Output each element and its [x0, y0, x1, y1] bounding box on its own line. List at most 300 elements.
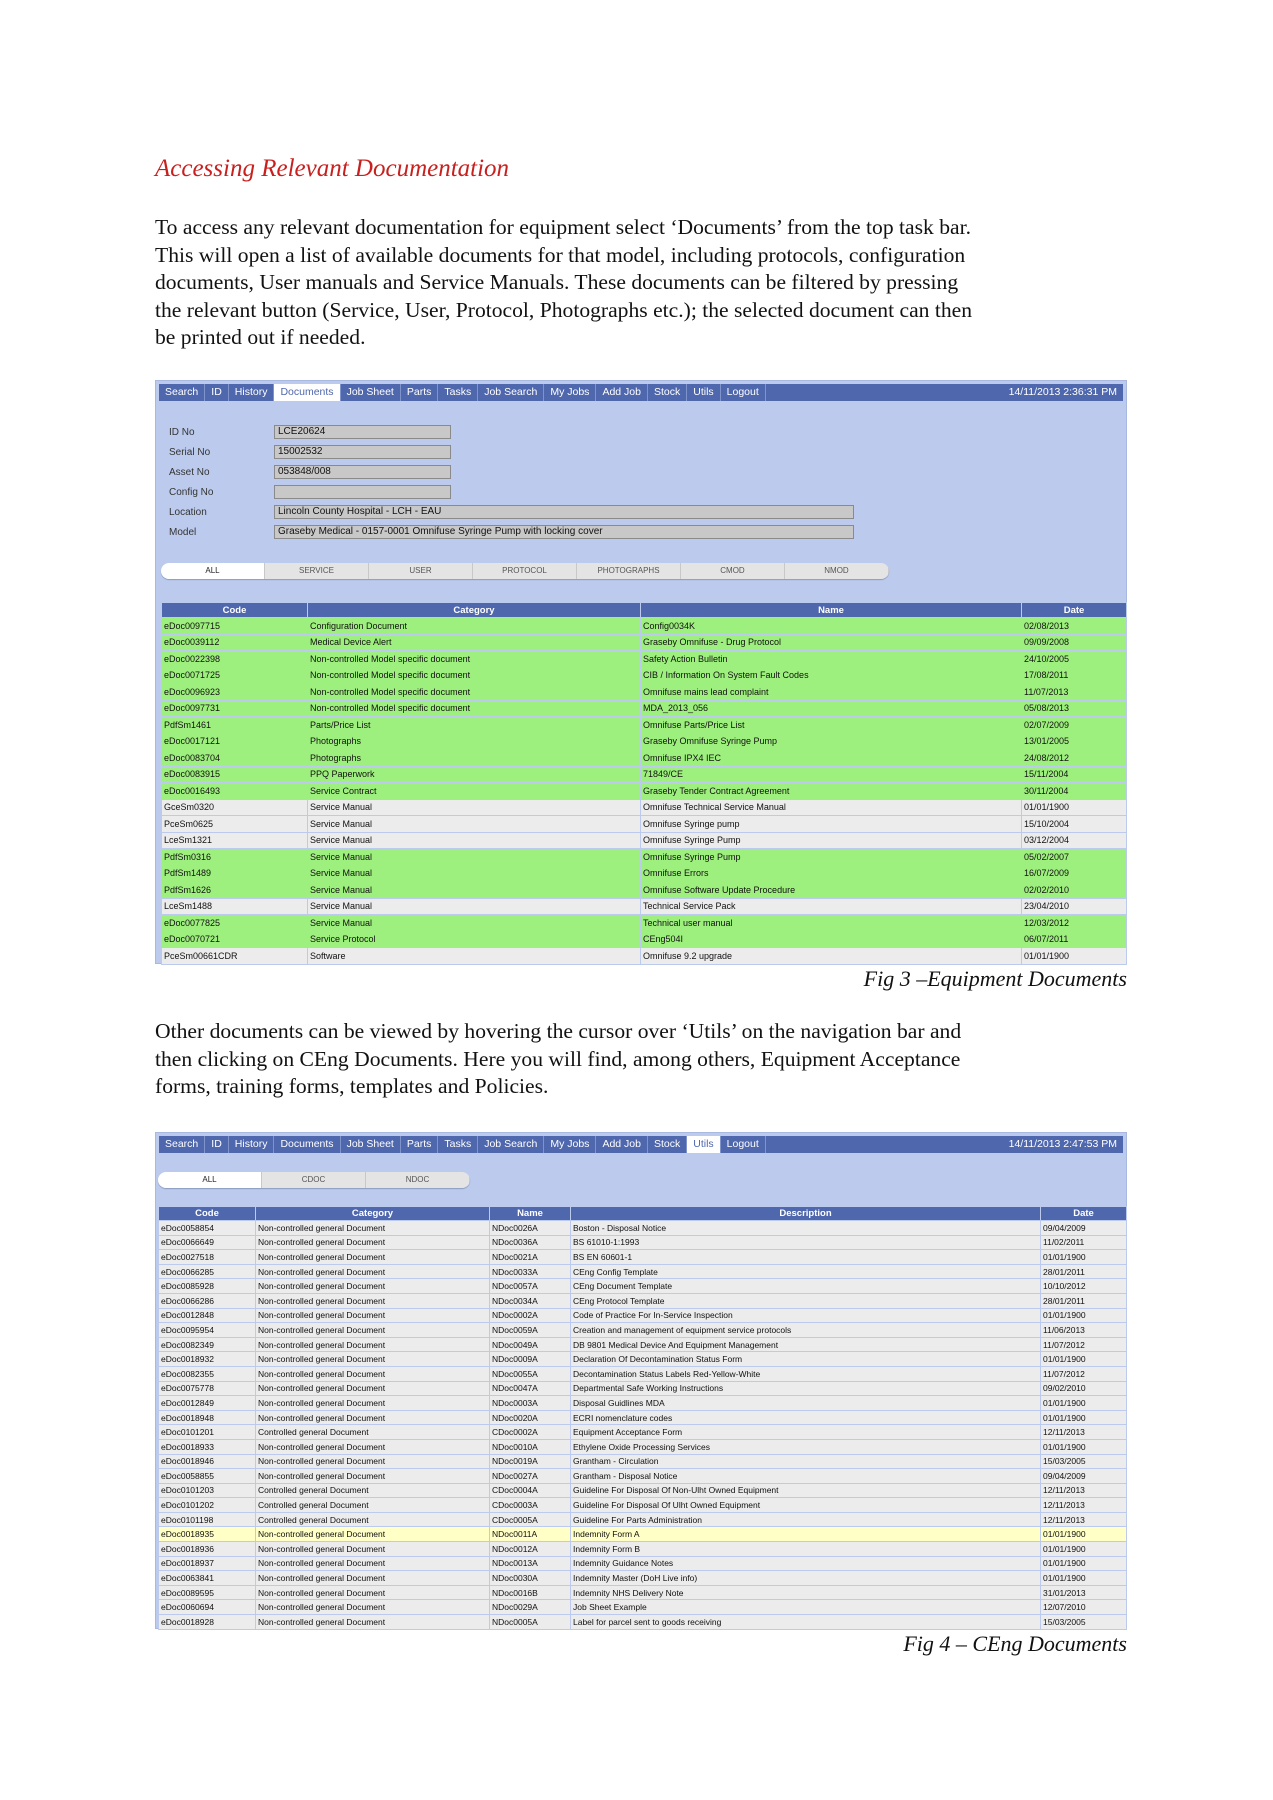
- table-row[interactable]: [159, 1352, 1127, 1367]
- cell-code[interactable]: PdfSm1489: [162, 865, 308, 882]
- cell-category[interactable]: Non-controlled general Document: [256, 1337, 490, 1352]
- cell-code[interactable]: eDoc0083915: [162, 766, 308, 783]
- cell-code[interactable]: eDoc0016493: [162, 783, 308, 800]
- nav-item-add-job[interactable]: Add Job: [596, 384, 648, 401]
- cell-name[interactable]: NDoc0055A: [490, 1366, 571, 1381]
- filter-tab-all[interactable]: ALL: [161, 563, 265, 579]
- cell-description[interactable]: BS 61010-1:1993: [571, 1235, 1041, 1250]
- nav-item-stock[interactable]: Stock: [648, 1136, 687, 1153]
- cell-name[interactable]: NDoc0019A: [490, 1454, 571, 1469]
- cell-code[interactable]: eDoc0077825: [162, 915, 308, 932]
- cell-description[interactable]: Guideline For Disposal Of Non-Ulht Owned Equipment: [571, 1483, 1041, 1498]
- cell-category[interactable]: Non-controlled general Document: [256, 1527, 490, 1542]
- cell-category[interactable]: Non-controlled general Document: [256, 1381, 490, 1396]
- column-header-category[interactable]: Category: [256, 1207, 490, 1221]
- cell-name[interactable]: Omnifuse Syringe Pump: [641, 849, 1022, 866]
- cell-description[interactable]: Guideline For Parts Administration: [571, 1512, 1041, 1527]
- config-no-field[interactable]: [274, 485, 451, 499]
- cell-category[interactable]: Non-controlled general Document: [256, 1439, 490, 1454]
- nav-item-parts[interactable]: Parts: [401, 1136, 439, 1153]
- cell-category[interactable]: Service Manual: [308, 865, 641, 882]
- cell-date[interactable]: 12/03/2012: [1022, 915, 1127, 932]
- cell-code[interactable]: eDoc0082355: [159, 1366, 256, 1381]
- nav-item-job-sheet[interactable]: Job Sheet: [341, 1136, 401, 1153]
- cell-code[interactable]: eDoc0018933: [159, 1439, 256, 1454]
- table-row[interactable]: [159, 1454, 1127, 1469]
- nav-item-add-job[interactable]: Add Job: [596, 1136, 648, 1153]
- cell-category[interactable]: Non-controlled general Document: [256, 1366, 490, 1381]
- cell-description[interactable]: Disposal Guidlines MDA: [571, 1396, 1041, 1411]
- cell-date[interactable]: 02/07/2009: [1022, 717, 1127, 734]
- nav-item-parts[interactable]: Parts: [401, 384, 439, 401]
- cell-name[interactable]: NDoc0059A: [490, 1323, 571, 1338]
- cell-code[interactable]: eDoc0097731: [162, 700, 308, 717]
- cell-code[interactable]: eDoc0022398: [162, 651, 308, 668]
- cell-code[interactable]: eDoc0018935: [159, 1527, 256, 1542]
- cell-description[interactable]: Job Sheet Example: [571, 1600, 1041, 1615]
- cell-code[interactable]: PceSm00661CDR: [162, 948, 308, 965]
- cell-code[interactable]: eDoc0066649: [159, 1235, 256, 1250]
- nav-item-stock[interactable]: Stock: [648, 384, 687, 401]
- table-row[interactable]: [162, 717, 1127, 734]
- cell-date[interactable]: 09/04/2009: [1041, 1221, 1127, 1236]
- cell-name[interactable]: Safety Action Bulletin: [641, 651, 1022, 668]
- cell-name[interactable]: Technical user manual: [641, 915, 1022, 932]
- cell-code[interactable]: eDoc0101198: [159, 1512, 256, 1527]
- cell-code[interactable]: eDoc0018928: [159, 1615, 256, 1630]
- nav-item-search[interactable]: Search: [159, 384, 205, 401]
- cell-date[interactable]: 28/01/2011: [1041, 1293, 1127, 1308]
- table-row[interactable]: [162, 931, 1127, 948]
- table-row[interactable]: [159, 1425, 1127, 1440]
- cell-code[interactable]: eDoc0018936: [159, 1542, 256, 1557]
- table-row[interactable]: [159, 1527, 1127, 1542]
- cell-category[interactable]: Non-controlled general Document: [256, 1615, 490, 1630]
- table-row[interactable]: [159, 1221, 1127, 1236]
- cell-date[interactable]: 11/07/2012: [1041, 1366, 1127, 1381]
- cell-date[interactable]: 01/01/1900: [1041, 1308, 1127, 1323]
- cell-code[interactable]: eDoc0018948: [159, 1410, 256, 1425]
- cell-code[interactable]: eDoc0012849: [159, 1396, 256, 1411]
- cell-category[interactable]: Service Manual: [308, 816, 641, 833]
- table-row[interactable]: [162, 766, 1127, 783]
- cell-category[interactable]: Photographs: [308, 733, 641, 750]
- cell-date[interactable]: 15/03/2005: [1041, 1454, 1127, 1469]
- cell-date[interactable]: 12/11/2013: [1041, 1498, 1127, 1513]
- cell-name[interactable]: Omnifuse Parts/Price List: [641, 717, 1022, 734]
- cell-code[interactable]: eDoc0018932: [159, 1352, 256, 1367]
- nav-item-logout[interactable]: Logout: [721, 384, 766, 401]
- cell-code[interactable]: eDoc0018937: [159, 1556, 256, 1571]
- nav-item-logout[interactable]: Logout: [721, 1136, 766, 1153]
- table-row[interactable]: [159, 1556, 1127, 1571]
- cell-name[interactable]: Config0034K: [641, 618, 1022, 635]
- table-row[interactable]: [162, 865, 1127, 882]
- cell-code[interactable]: eDoc0060694: [159, 1600, 256, 1615]
- cell-description[interactable]: Ethylene Oxide Processing Services: [571, 1439, 1041, 1454]
- cell-date[interactable]: 31/01/2013: [1041, 1585, 1127, 1600]
- cell-date[interactable]: 03/12/2004: [1022, 832, 1127, 849]
- cell-date[interactable]: 30/11/2004: [1022, 783, 1127, 800]
- filter-tab-photographs[interactable]: PHOTOGRAPHS: [577, 563, 681, 579]
- cell-code[interactable]: eDoc0095954: [159, 1323, 256, 1338]
- cell-date[interactable]: 24/08/2012: [1022, 750, 1127, 767]
- table-row[interactable]: [162, 667, 1127, 684]
- cell-description[interactable]: Equipment Acceptance Form: [571, 1425, 1041, 1440]
- filter-tab-protocol[interactable]: PROTOCOL: [473, 563, 577, 579]
- cell-category[interactable]: Non-controlled general Document: [256, 1469, 490, 1484]
- table-row[interactable]: [159, 1615, 1127, 1630]
- cell-date[interactable]: 05/08/2013: [1022, 700, 1127, 717]
- table-row[interactable]: [159, 1542, 1127, 1557]
- cell-description[interactable]: BS EN 60601-1: [571, 1250, 1041, 1265]
- nav-item-job-search[interactable]: Job Search: [478, 1136, 544, 1153]
- cell-date[interactable]: 24/10/2005: [1022, 651, 1127, 668]
- cell-name[interactable]: Omnifuse Syringe pump: [641, 816, 1022, 833]
- cell-name[interactable]: NDoc0057A: [490, 1279, 571, 1294]
- cell-category[interactable]: Non-controlled general Document: [256, 1571, 490, 1586]
- cell-date[interactable]: 01/01/1900: [1041, 1396, 1127, 1411]
- cell-name[interactable]: MDA_2013_056: [641, 700, 1022, 717]
- cell-name[interactable]: NDoc0034A: [490, 1293, 571, 1308]
- nav-item-tasks[interactable]: Tasks: [438, 1136, 478, 1153]
- cell-code[interactable]: eDoc0027518: [159, 1250, 256, 1265]
- cell-code[interactable]: eDoc0071725: [162, 667, 308, 684]
- cell-code[interactable]: eDoc0039112: [162, 634, 308, 651]
- cell-date[interactable]: 01/01/1900: [1022, 799, 1127, 816]
- table-row[interactable]: [159, 1498, 1127, 1513]
- cell-date[interactable]: 12/07/2010: [1041, 1600, 1127, 1615]
- cell-code[interactable]: eDoc0101203: [159, 1483, 256, 1498]
- cell-name[interactable]: Omnifuse 9.2 upgrade: [641, 948, 1022, 965]
- cell-code[interactable]: GceSm0320: [162, 799, 308, 816]
- cell-description[interactable]: Code of Practice For In-Service Inspection: [571, 1308, 1041, 1323]
- cell-category[interactable]: Controlled general Document: [256, 1498, 490, 1513]
- cell-name[interactable]: NDoc0002A: [490, 1308, 571, 1323]
- nav-item-utils[interactable]: Utils: [687, 1136, 720, 1153]
- cell-code[interactable]: eDoc0012848: [159, 1308, 256, 1323]
- cell-date[interactable]: 11/02/2011: [1041, 1235, 1127, 1250]
- cell-name[interactable]: NDoc0016B: [490, 1585, 571, 1600]
- nav-item-tasks[interactable]: Tasks: [438, 384, 478, 401]
- column-header-code[interactable]: Code: [159, 1207, 256, 1221]
- table-row[interactable]: [159, 1512, 1127, 1527]
- table-row[interactable]: [162, 948, 1127, 965]
- filter-tab-all[interactable]: ALL: [158, 1172, 262, 1188]
- cell-code[interactable]: eDoc0075778: [159, 1381, 256, 1396]
- cell-name[interactable]: Omnifuse IPX4 IEC: [641, 750, 1022, 767]
- cell-description[interactable]: CEng Protocol Template: [571, 1293, 1041, 1308]
- table-row[interactable]: [162, 684, 1127, 701]
- cell-date[interactable]: 01/01/1900: [1041, 1439, 1127, 1454]
- cell-category[interactable]: Non-controlled general Document: [256, 1308, 490, 1323]
- cell-category[interactable]: Configuration Document: [308, 618, 641, 635]
- cell-date[interactable]: 12/11/2013: [1041, 1512, 1127, 1527]
- cell-category[interactable]: Non-controlled Model specific document: [308, 684, 641, 701]
- cell-name[interactable]: NDoc0027A: [490, 1469, 571, 1484]
- cell-name[interactable]: NDoc0036A: [490, 1235, 571, 1250]
- table-row[interactable]: [159, 1279, 1127, 1294]
- cell-code[interactable]: eDoc0017121: [162, 733, 308, 750]
- table-row[interactable]: [162, 882, 1127, 899]
- cell-description[interactable]: Grantham - Disposal Notice: [571, 1469, 1041, 1484]
- cell-category[interactable]: Non-controlled general Document: [256, 1323, 490, 1338]
- cell-date[interactable]: 11/06/2013: [1041, 1323, 1127, 1338]
- cell-date[interactable]: 05/02/2007: [1022, 849, 1127, 866]
- cell-name[interactable]: Technical Service Pack: [641, 898, 1022, 915]
- table-row[interactable]: [159, 1264, 1127, 1279]
- table-row[interactable]: [159, 1293, 1127, 1308]
- cell-date[interactable]: 17/08/2011: [1022, 667, 1127, 684]
- cell-date[interactable]: 23/04/2010: [1022, 898, 1127, 915]
- filter-tab-cdoc[interactable]: CDOC: [262, 1172, 366, 1188]
- nav-item-documents[interactable]: Documents: [274, 384, 340, 401]
- table-row[interactable]: [159, 1469, 1127, 1484]
- cell-category[interactable]: Non-controlled general Document: [256, 1250, 490, 1265]
- id-no-field[interactable]: LCE20624: [274, 425, 451, 439]
- cell-name[interactable]: Graseby Tender Contract Agreement: [641, 783, 1022, 800]
- cell-code[interactable]: eDoc0063841: [159, 1571, 256, 1586]
- cell-code[interactable]: LceSm1488: [162, 898, 308, 915]
- cell-code[interactable]: eDoc0101201: [159, 1425, 256, 1440]
- cell-category[interactable]: Non-controlled Model specific document: [308, 700, 641, 717]
- cell-category[interactable]: Non-controlled Model specific document: [308, 667, 641, 684]
- cell-category[interactable]: Non-controlled general Document: [256, 1221, 490, 1236]
- cell-category[interactable]: Controlled general Document: [256, 1512, 490, 1527]
- table-row[interactable]: [159, 1396, 1127, 1411]
- nav-item-id[interactable]: ID: [205, 384, 229, 401]
- cell-name[interactable]: NDoc0029A: [490, 1600, 571, 1615]
- cell-category[interactable]: Non-controlled general Document: [256, 1352, 490, 1367]
- cell-code[interactable]: eDoc0066286: [159, 1293, 256, 1308]
- cell-code[interactable]: eDoc0018946: [159, 1454, 256, 1469]
- cell-code[interactable]: eDoc0085928: [159, 1279, 256, 1294]
- cell-code[interactable]: eDoc0101202: [159, 1498, 256, 1513]
- cell-category[interactable]: Service Manual: [308, 898, 641, 915]
- table-row[interactable]: [159, 1600, 1127, 1615]
- cell-category[interactable]: Photographs: [308, 750, 641, 767]
- cell-name[interactable]: NDoc0021A: [490, 1250, 571, 1265]
- nav-item-my-jobs[interactable]: My Jobs: [544, 1136, 596, 1153]
- cell-code[interactable]: eDoc0082349: [159, 1337, 256, 1352]
- table-row[interactable]: [159, 1381, 1127, 1396]
- asset-no-field[interactable]: 053848/008: [274, 465, 451, 479]
- table-row[interactable]: [162, 915, 1127, 932]
- serial-no-field[interactable]: 15002532: [274, 445, 451, 459]
- cell-name[interactable]: NDoc0003A: [490, 1396, 571, 1411]
- cell-date[interactable]: 09/02/2010: [1041, 1381, 1127, 1396]
- table-row[interactable]: [162, 849, 1127, 866]
- table-row[interactable]: [159, 1571, 1127, 1586]
- cell-date[interactable]: 01/01/1900: [1041, 1542, 1127, 1557]
- cell-name[interactable]: NDoc0026A: [490, 1221, 571, 1236]
- cell-description[interactable]: Indemnity Form B: [571, 1542, 1041, 1557]
- cell-category[interactable]: Service Manual: [308, 799, 641, 816]
- filter-tab-cmod[interactable]: CMOD: [681, 563, 785, 579]
- cell-category[interactable]: Service Manual: [308, 832, 641, 849]
- cell-category[interactable]: Medical Device Alert: [308, 634, 641, 651]
- table-row[interactable]: [162, 634, 1127, 651]
- table-row[interactable]: [162, 783, 1127, 800]
- cell-code[interactable]: eDoc0058855: [159, 1469, 256, 1484]
- cell-description[interactable]: ECRI nomenclature codes: [571, 1410, 1041, 1425]
- cell-code[interactable]: eDoc0089595: [159, 1585, 256, 1600]
- cell-description[interactable]: Creation and management of equipment service protocols: [571, 1323, 1041, 1338]
- table-row[interactable]: [162, 799, 1127, 816]
- cell-date[interactable]: 01/01/1900: [1022, 948, 1127, 965]
- cell-name[interactable]: CEng504I: [641, 931, 1022, 948]
- cell-name[interactable]: CDoc0003A: [490, 1498, 571, 1513]
- nav-item-job-sheet[interactable]: Job Sheet: [341, 384, 401, 401]
- cell-name[interactable]: Omnifuse Software Update Procedure: [641, 882, 1022, 899]
- cell-name[interactable]: NDoc0005A: [490, 1615, 571, 1630]
- cell-description[interactable]: Guideline For Disposal Of Ulht Owned Equipment: [571, 1498, 1041, 1513]
- column-header-description[interactable]: Description: [571, 1207, 1041, 1221]
- cell-name[interactable]: NDoc0011A: [490, 1527, 571, 1542]
- cell-name[interactable]: Omnifuse Technical Service Manual: [641, 799, 1022, 816]
- table-row[interactable]: [159, 1323, 1127, 1338]
- cell-description[interactable]: Declaration Of Decontamination Status Form: [571, 1352, 1041, 1367]
- cell-category[interactable]: Non-controlled general Document: [256, 1396, 490, 1411]
- nav-item-utils[interactable]: Utils: [687, 384, 720, 401]
- cell-name[interactable]: CDoc0002A: [490, 1425, 571, 1440]
- cell-date[interactable]: 15/03/2005: [1041, 1615, 1127, 1630]
- table-row[interactable]: [162, 832, 1127, 849]
- cell-name[interactable]: NDoc0049A: [490, 1337, 571, 1352]
- cell-date[interactable]: 02/02/2010: [1022, 882, 1127, 899]
- cell-date[interactable]: 01/01/1900: [1041, 1250, 1127, 1265]
- nav-item-id[interactable]: ID: [205, 1136, 229, 1153]
- cell-name[interactable]: Graseby Omnifuse - Drug Protocol: [641, 634, 1022, 651]
- cell-name[interactable]: NDoc0013A: [490, 1556, 571, 1571]
- cell-description[interactable]: Label for parcel sent to goods receiving: [571, 1615, 1041, 1630]
- table-row[interactable]: [159, 1439, 1127, 1454]
- cell-date[interactable]: 11/07/2013: [1022, 684, 1127, 701]
- cell-category[interactable]: Non-controlled general Document: [256, 1410, 490, 1425]
- cell-code[interactable]: PceSm0625: [162, 816, 308, 833]
- cell-description[interactable]: Indemnity Guidance Notes: [571, 1556, 1041, 1571]
- cell-category[interactable]: Non-controlled general Document: [256, 1264, 490, 1279]
- cell-code[interactable]: eDoc0083704: [162, 750, 308, 767]
- cell-code[interactable]: PdfSm1626: [162, 882, 308, 899]
- cell-date[interactable]: 01/01/1900: [1041, 1527, 1127, 1542]
- cell-date[interactable]: 01/01/1900: [1041, 1571, 1127, 1586]
- cell-date[interactable]: 09/09/2008: [1022, 634, 1127, 651]
- table-row[interactable]: [162, 733, 1127, 750]
- cell-date[interactable]: 28/01/2011: [1041, 1264, 1127, 1279]
- table-row[interactable]: [159, 1483, 1127, 1498]
- nav-item-my-jobs[interactable]: My Jobs: [544, 384, 596, 401]
- cell-name[interactable]: NDoc0033A: [490, 1264, 571, 1279]
- cell-date[interactable]: 01/01/1900: [1041, 1410, 1127, 1425]
- column-header-name[interactable]: Name: [641, 603, 1022, 618]
- nav-item-job-search[interactable]: Job Search: [478, 384, 544, 401]
- cell-category[interactable]: Service Manual: [308, 882, 641, 899]
- cell-category[interactable]: PPQ Paperwork: [308, 766, 641, 783]
- cell-description[interactable]: Indemnity Form A: [571, 1527, 1041, 1542]
- column-header-date[interactable]: Date: [1041, 1207, 1127, 1221]
- cell-category[interactable]: Service Protocol: [308, 931, 641, 948]
- cell-code[interactable]: PdfSm1461: [162, 717, 308, 734]
- cell-category[interactable]: Controlled general Document: [256, 1425, 490, 1440]
- cell-category[interactable]: Software: [308, 948, 641, 965]
- cell-category[interactable]: Service Contract: [308, 783, 641, 800]
- table-row[interactable]: [162, 700, 1127, 717]
- cell-description[interactable]: DB 9801 Medical Device And Equipment Management: [571, 1337, 1041, 1352]
- cell-name[interactable]: NDoc0020A: [490, 1410, 571, 1425]
- table-row[interactable]: [159, 1366, 1127, 1381]
- location-field[interactable]: Lincoln County Hospital - LCH - EAU: [274, 505, 854, 519]
- cell-name[interactable]: NDoc0012A: [490, 1542, 571, 1557]
- cell-name[interactable]: NDoc0047A: [490, 1381, 571, 1396]
- nav-item-history[interactable]: History: [229, 1136, 275, 1153]
- column-header-category[interactable]: Category: [308, 603, 641, 618]
- cell-code[interactable]: PdfSm0316: [162, 849, 308, 866]
- table-row[interactable]: [159, 1585, 1127, 1600]
- cell-description[interactable]: Boston - Disposal Notice: [571, 1221, 1041, 1236]
- cell-date[interactable]: 02/08/2013: [1022, 618, 1127, 635]
- cell-category[interactable]: Controlled general Document: [256, 1483, 490, 1498]
- cell-description[interactable]: Departmental Safe Working Instructions: [571, 1381, 1041, 1396]
- cell-date[interactable]: 09/04/2009: [1041, 1469, 1127, 1484]
- model-field[interactable]: Graseby Medical - 0157-0001 Omnifuse Syringe Pump with locking cover: [274, 525, 854, 539]
- cell-description[interactable]: Grantham - Circulation: [571, 1454, 1041, 1469]
- cell-category[interactable]: Non-controlled general Document: [256, 1556, 490, 1571]
- cell-code[interactable]: LceSm1321: [162, 832, 308, 849]
- nav-item-history[interactable]: History: [229, 384, 275, 401]
- cell-date[interactable]: 16/07/2009: [1022, 865, 1127, 882]
- cell-category[interactable]: Non-controlled Model specific document: [308, 651, 641, 668]
- cell-date[interactable]: 01/01/1900: [1041, 1352, 1127, 1367]
- cell-date[interactable]: 12/11/2013: [1041, 1425, 1127, 1440]
- cell-description[interactable]: CEng Config Template: [571, 1264, 1041, 1279]
- cell-name[interactable]: Omnifuse Syringe Pump: [641, 832, 1022, 849]
- cell-category[interactable]: Non-controlled general Document: [256, 1279, 490, 1294]
- cell-category[interactable]: Non-controlled general Document: [256, 1585, 490, 1600]
- cell-name[interactable]: CIB / Information On System Fault Codes: [641, 667, 1022, 684]
- cell-name[interactable]: NDoc0010A: [490, 1439, 571, 1454]
- cell-date[interactable]: 10/10/2012: [1041, 1279, 1127, 1294]
- cell-name[interactable]: CDoc0005A: [490, 1512, 571, 1527]
- column-header-date[interactable]: Date: [1022, 603, 1127, 618]
- cell-date[interactable]: 15/10/2004: [1022, 816, 1127, 833]
- table-row[interactable]: [162, 750, 1127, 767]
- cell-code[interactable]: eDoc0097715: [162, 618, 308, 635]
- cell-description[interactable]: CEng Document Template: [571, 1279, 1041, 1294]
- cell-category[interactable]: Non-controlled general Document: [256, 1600, 490, 1615]
- cell-code[interactable]: eDoc0066285: [159, 1264, 256, 1279]
- table-row[interactable]: [162, 816, 1127, 833]
- table-row[interactable]: [159, 1250, 1127, 1265]
- table-row[interactable]: [162, 618, 1127, 635]
- cell-name[interactable]: NDoc0009A: [490, 1352, 571, 1367]
- cell-name[interactable]: Omnifuse Errors: [641, 865, 1022, 882]
- table-row[interactable]: [159, 1308, 1127, 1323]
- cell-code[interactable]: eDoc0096923: [162, 684, 308, 701]
- cell-category[interactable]: Parts/Price List: [308, 717, 641, 734]
- cell-name[interactable]: Graseby Omnifuse Syringe Pump: [641, 733, 1022, 750]
- cell-code[interactable]: eDoc0070721: [162, 931, 308, 948]
- cell-category[interactable]: Non-controlled general Document: [256, 1235, 490, 1250]
- table-row[interactable]: [162, 651, 1127, 668]
- table-row[interactable]: [162, 898, 1127, 915]
- cell-date[interactable]: 11/07/2012: [1041, 1337, 1127, 1352]
- cell-code[interactable]: eDoc0058854: [159, 1221, 256, 1236]
- cell-description[interactable]: Decontamination Status Labels Red-Yellow-White: [571, 1366, 1041, 1381]
- table-row[interactable]: [159, 1235, 1127, 1250]
- filter-tab-ndoc[interactable]: NDOC: [366, 1172, 470, 1188]
- filter-tab-user[interactable]: USER: [369, 563, 473, 579]
